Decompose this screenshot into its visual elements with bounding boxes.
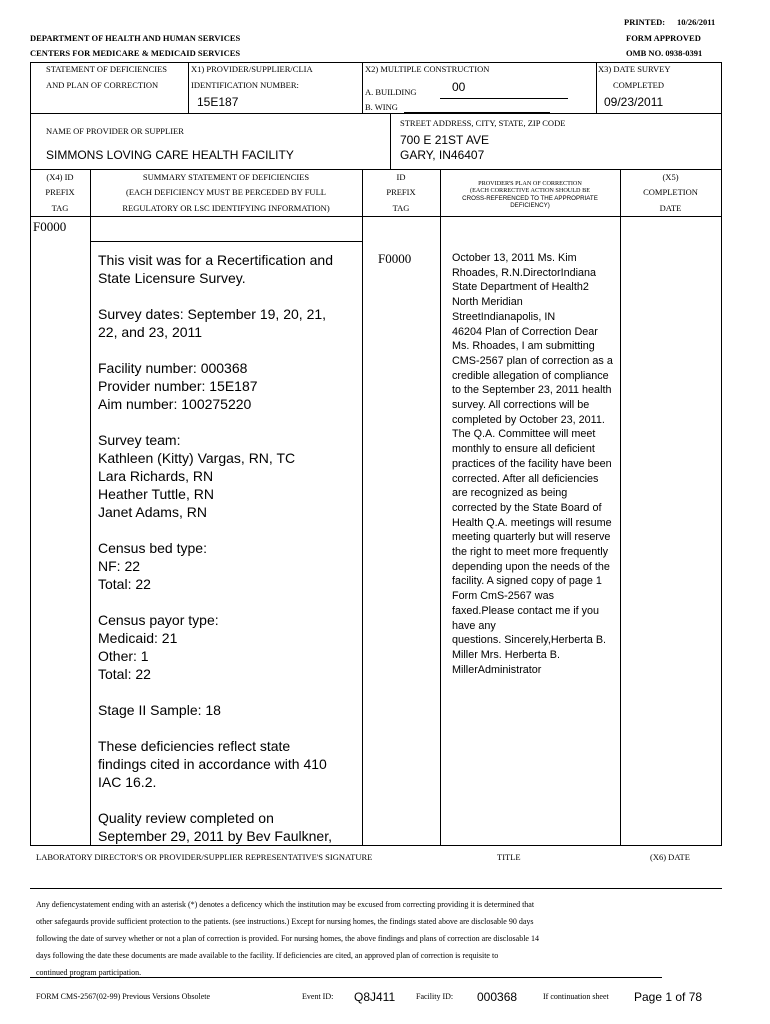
col-x4-line3: TAG [51, 203, 69, 213]
summary-statement [98, 251, 360, 845]
address-line1: 700 E 21ST AVE [400, 133, 489, 147]
plan-line: corrected. After all deficiencies [452, 472, 599, 485]
signature-bottom-rule [30, 888, 722, 889]
header-mid-rule [30, 113, 722, 114]
summary-line: These deficiencies reflect state [98, 738, 291, 754]
plan-line: completed by October 23, 2011. [452, 413, 605, 426]
col-plan-line4: DEFICIENCY) [510, 202, 550, 209]
plan-line: facility. A signed copy of page 1 [452, 575, 602, 588]
plan-line: survey. All corrections will be [452, 399, 590, 412]
col-x5-line1: (X5) [662, 172, 679, 182]
summary-paragraph [98, 359, 360, 413]
address-divider [390, 113, 391, 169]
form-label: FORM CMS-2567(02-99) Previous Versions Obsolete [36, 992, 211, 1001]
summary-line: IAC 16.2. [98, 774, 157, 790]
col-border-right [721, 169, 722, 845]
summary-paragraph [98, 701, 360, 719]
plan-line: North Meridian [452, 296, 523, 309]
summary-line: Quality review completed on [98, 810, 274, 826]
tag-prefix-id: F0000 [378, 251, 412, 266]
wing-label: B. WING [365, 102, 398, 112]
x2-label: X2) MULTIPLE CONSTRUCTION [365, 64, 490, 74]
col-border-left [30, 169, 31, 845]
title-label: TITLE [497, 852, 521, 862]
col-id-line3: TAG [392, 203, 410, 213]
plan-line: the right to meet more frequently [452, 546, 609, 559]
plan-line: are recognized as being [452, 487, 568, 500]
summary-line: Janet Adams, RN [98, 504, 207, 520]
summary-line: Survey dates: September 19, 20, 21, [98, 306, 327, 322]
col-border-plan [620, 169, 621, 845]
continuation-label: If continuation sheet [543, 992, 609, 1001]
summary-line: Lara Richards, RN [98, 468, 214, 484]
plan-line: October 13, 2011 Ms. Kim [452, 252, 577, 264]
plan-line: Miller Mrs. Herberta B. [452, 648, 560, 661]
plan-line: meeting quarterly but will reserve [452, 531, 611, 544]
summary-line: findings cited in accordance with 410 [98, 756, 327, 772]
disclaimer-text [36, 896, 539, 981]
x1-divider [188, 62, 189, 113]
summary-line: 22, and 23, 2011 [98, 324, 203, 340]
event-id-value: Q8J411 [354, 990, 396, 1004]
x3-value: 09/23/2011 [604, 95, 664, 109]
summary-line: State Licensure Survey. [98, 270, 246, 286]
x3-label: X3) DATE SURVEY [598, 64, 671, 74]
header-bottom-rule [30, 169, 722, 170]
summary-paragraph [98, 431, 360, 521]
centers-name: CENTERS FOR MEDICARE & MEDICAID SERVICES [30, 48, 241, 58]
summary-line: Other: 1 [98, 648, 149, 664]
tag-prefix-left: F0000 [33, 219, 67, 234]
plan-line: monthly to ensure all deficient [452, 443, 595, 456]
x6-date-label: (X6) DATE [650, 852, 690, 862]
summary-paragraph [98, 737, 360, 791]
summary-line: Census bed type: [98, 540, 207, 556]
page-number: Page 1 of 78 [634, 990, 703, 1004]
header-top-rule [30, 62, 722, 63]
col-summary-line3: REGULATORY OR LSC IDENTIFYING INFORMATION) [122, 203, 330, 213]
summary-line: This visit was for a Recertification and [98, 252, 333, 268]
summary-line: Medicaid: 21 [98, 630, 178, 646]
plan-line: practices of the facility have been [452, 457, 612, 470]
header-right-border [721, 62, 722, 169]
plan-line: Rhoades, R.N.DirectorIndiana [452, 266, 597, 279]
facility-id-value: 000368 [477, 990, 518, 1004]
header-left-border [30, 62, 31, 113]
event-id-label: Event ID: [302, 992, 334, 1001]
plan-line: questions. Sincerely,Herberta B. [452, 634, 607, 647]
plan-line: Health Q.A. meetings will resume [452, 516, 612, 529]
plan-line: Form CmS-2567 was [452, 590, 554, 603]
summary-paragraph [98, 809, 360, 845]
summary-paragraph [98, 611, 360, 683]
summary-line: Census payor type: [98, 612, 219, 628]
plan-line: Ms. Rhoades, I am submitting [452, 340, 595, 353]
plan-of-correction [452, 251, 618, 677]
x1-value: 15E187 [197, 95, 239, 109]
signature-top-rule [30, 845, 722, 846]
summary-paragraph [98, 251, 360, 287]
plan-line: faxed.Please contact me if you [452, 604, 600, 617]
summary-line: Stage II Sample: 18 [98, 702, 221, 718]
summary-line: Total: 22 [98, 666, 151, 682]
col-plan-line1: PROVIDER'S PLAN OF CORRECTION [478, 180, 582, 187]
department-name: DEPARTMENT OF HEALTH AND HUMAN SERVICES [30, 33, 241, 43]
provider-left-border [30, 113, 31, 169]
plan-line: The Q.A. Committee will meet [452, 428, 596, 441]
omb-number: OMB NO. 0938-0391 [626, 48, 703, 58]
provider-name-value: SIMMONS LOVING CARE HEALTH FACILITY [46, 148, 294, 162]
plan-line: to the September 23, 2011 health [452, 384, 612, 397]
x3-completed-label: COMPLETED [613, 80, 664, 90]
col-border-id [440, 169, 441, 845]
col-border-summary [362, 169, 363, 845]
form-approved: FORM APPROVED [626, 33, 701, 43]
plan-line: MillerAdministrator [452, 663, 542, 676]
summary-line: Provider number: 15E187 [98, 378, 258, 394]
plan-line: 46204 Plan of Correction Dear [452, 325, 598, 338]
x2-divider [362, 62, 363, 113]
signature-label: LABORATORY DIRECTOR'S OR PROVIDER/SUPPLIER REPRESENTATIVE'S SIGNATURE [36, 852, 373, 862]
summary-line: Aim number: 100275220 [98, 396, 252, 412]
plan-line: corrected by the State Board of [452, 501, 602, 514]
summary-line: September 29, 2011 by Bev Faulkner, [98, 828, 332, 844]
disclaimer-line: continued program participation. [36, 968, 142, 977]
col-summary-line2: (EACH DEFICIENCY MUST BE PERCEDED BY FULL [126, 187, 326, 197]
x3-divider [596, 62, 597, 113]
plan-line: credible allegation of compliance [452, 369, 609, 382]
col-plan-line2: (EACH CORRECTIVE ACTION SHOULD BE [470, 187, 590, 194]
building-label: A. BUILDING [365, 87, 417, 97]
plan-line: have any [452, 619, 496, 632]
disclaimer-line: other safegaurds provide sufficient protection to the patients. (see instructions.) Except for nursing homes, the findings stated above are disclosable 90 days [36, 917, 534, 926]
col-id-line2: PREFIX [386, 187, 416, 197]
building-value: 00 [452, 80, 466, 94]
summary-line: Total: 22 [98, 576, 151, 592]
disclaimer-line: following the date of survey whether or not a plan of correction is provided. For nursing homes, the above findings and plans of correction are disclosable 14 [36, 934, 539, 943]
statement-label-line2: AND PLAN OF CORRECTION [46, 80, 159, 90]
summary-line: Facility number: 000368 [98, 360, 248, 376]
plan-line: StreetIndianapolis, IN [452, 310, 556, 323]
col-plan-line3: CROSS-REFERENCED TO THE APPROPRIATE [462, 195, 598, 202]
col-x5-line2: COMPLETION [643, 187, 698, 197]
disclaimer-line: days following the date these documents are made available to the facility. If deficiencies are cited, an approved plan of correction is requisite to [36, 951, 499, 960]
facility-id-label: Facility ID: [416, 992, 454, 1001]
summary-line: Heather Tuttle, RN [98, 486, 214, 502]
column-header-rule [30, 216, 722, 217]
summary-paragraph [98, 539, 360, 593]
summary-tag-rule [90, 241, 362, 242]
address-line2: GARY, IN46407 [400, 148, 485, 162]
address-label: STREET ADDRESS, CITY, STATE, ZIP CODE [400, 118, 566, 128]
building-underline [440, 98, 568, 99]
plan-line: CMS-2567 plan of correction as a [452, 354, 613, 367]
x1-label-line1: X1) PROVIDER/SUPPLIER/CLIA [191, 64, 313, 74]
summary-paragraph [98, 305, 360, 341]
col-x4-line1: (X4) ID [46, 172, 74, 182]
wing-underline [404, 112, 550, 113]
footer-rule [30, 977, 662, 978]
plan-line: depending upon the needs of the [452, 560, 610, 573]
disclaimer-line: Any defiencystatement ending with an asterisk (*) denotes a deficency which the institution may be excused from correcting providing it is determined that [36, 900, 535, 909]
statement-label-line1: STATEMENT OF DEFICIENCIES [46, 64, 168, 74]
summary-line: Kathleen (Kitty) Vargas, RN, TC [98, 450, 296, 466]
x1-label-line2: IDENTIFICATION NUMBER: [191, 80, 299, 90]
printed-label: PRINTED: [624, 17, 666, 27]
col-summary-line1: SUMMARY STATEMENT OF DEFICIENCIES [142, 172, 310, 182]
provider-name-label: NAME OF PROVIDER OR SUPPLIER [46, 126, 184, 136]
summary-line: Survey team: [98, 432, 181, 448]
col-border-tag [90, 169, 91, 845]
col-x5-line3: DATE [659, 203, 682, 213]
col-x4-line2: PREFIX [45, 187, 75, 197]
plan-line: State Department of Health2 [452, 281, 589, 294]
printed-date: 10/26/2011 [677, 17, 716, 27]
summary-line: NF: 22 [98, 558, 141, 574]
col-id-line1: ID [396, 172, 406, 182]
